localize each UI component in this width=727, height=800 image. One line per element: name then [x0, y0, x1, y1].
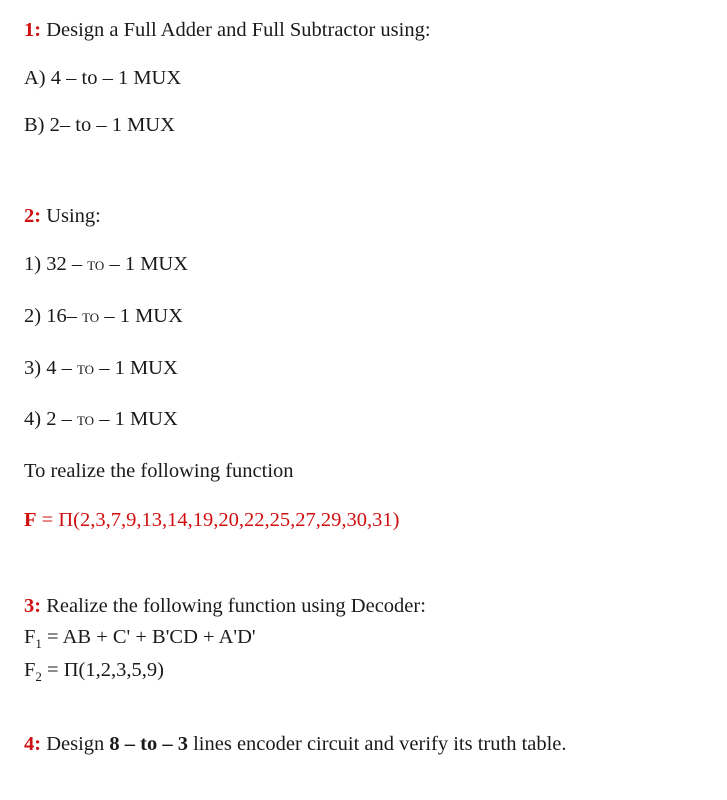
- question-1-option-b: B) 2– to – 1 MUX: [24, 114, 175, 136]
- function-name: F: [24, 509, 37, 531]
- item-suffix: – 1 MUX: [104, 253, 189, 275]
- question-2-instruction: To realize the following function: [24, 460, 294, 482]
- question-4-bold: 8 – to – 3: [109, 733, 188, 755]
- question-1-option-a: A) 4 – to – 1 MUX: [24, 67, 182, 89]
- question-1-number: 1:: [24, 19, 42, 41]
- question-4-post: lines encoder circuit and verify its truth table.: [187, 733, 567, 755]
- question-4: [24, 732, 567, 756]
- item-prefix: 4) 2 –: [24, 408, 77, 430]
- item-suffix: – 1 MUX: [99, 305, 183, 327]
- question-3-text: Realize the following function using Decoder:: [46, 595, 426, 617]
- f2-name: F: [24, 659, 36, 681]
- question-3-number: 3:: [24, 595, 42, 617]
- question-3-f1: [24, 625, 256, 652]
- question-2-item-4: [24, 407, 178, 431]
- question-1-title: [24, 18, 431, 42]
- item-to: to: [82, 306, 100, 326]
- f1-name: F: [24, 626, 36, 648]
- question-4-pre: Design: [41, 733, 110, 755]
- item-to: to: [76, 358, 95, 378]
- item-suffix: – 1 MUX: [94, 357, 178, 379]
- question-1-text: Design a Full Adder and Full Subtractor using:: [46, 19, 431, 41]
- f1-expression: = AB + C' + B'CD + A'D': [41, 626, 256, 648]
- item-prefix: 2) 16–: [24, 305, 83, 327]
- question-2-text: Using:: [46, 205, 101, 227]
- question-4-number: 4:: [24, 733, 42, 755]
- question-2-number: 2:: [24, 205, 42, 227]
- f1-subscript: 1: [35, 636, 42, 652]
- f2-expression: = Π(1,2,3,5,9): [41, 659, 164, 681]
- question-2-item-3: [24, 356, 178, 380]
- question-2-title: [24, 204, 101, 228]
- f2-subscript: 2: [35, 669, 42, 685]
- item-prefix: 3) 4 –: [24, 357, 77, 379]
- item-prefix: 1) 32 –: [24, 253, 88, 275]
- item-to: to: [76, 409, 95, 429]
- item-to: to: [87, 254, 105, 274]
- question-3-f2: [24, 658, 164, 685]
- function-expression: = Π(2,3,7,9,13,14,19,20,22,25,27,29,30,31): [36, 509, 400, 531]
- item-suffix: – 1 MUX: [94, 408, 178, 430]
- question-2-function: [24, 508, 399, 532]
- question-2-item-2: [24, 304, 183, 328]
- question-3-title: [24, 594, 426, 618]
- question-2-item-1: [24, 252, 188, 276]
